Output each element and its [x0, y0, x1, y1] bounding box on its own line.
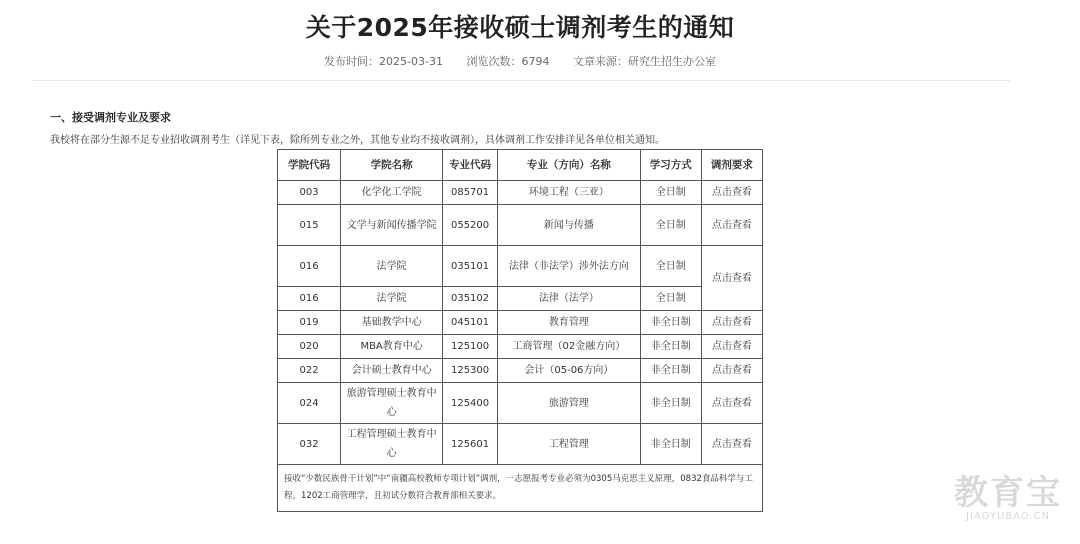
requirements-link[interactable]: 点击查看 — [701, 335, 762, 359]
college-code: 015 — [278, 205, 341, 246]
watermark-main: 教育宝 — [954, 473, 1062, 513]
college-code: 020 — [278, 335, 341, 359]
table-row — [278, 311, 763, 335]
table-row — [278, 287, 763, 311]
table-row — [278, 424, 763, 465]
header-major-name: 专业（方向）名称 — [498, 150, 641, 181]
requirements-link[interactable]: 点击查看 — [701, 359, 762, 383]
requirements-link[interactable]: 点击查看 — [701, 246, 762, 311]
major-code: 055200 — [443, 205, 498, 246]
requirements-link[interactable]: 点击查看 — [701, 181, 762, 205]
section-intro: 我校将在部分生源不足专业招收调剂考生（详见下表，除所列专业之外，其他专业均不接收调剂），具体调剂工作安排详见各单位相关通知。 — [50, 135, 665, 146]
major-code: 085701 — [443, 181, 498, 205]
major-name: 教育管理 — [498, 311, 641, 335]
major-code: 035101 — [443, 246, 498, 287]
watermark-sub: JIAOYUBAO.CN — [966, 511, 1050, 522]
header-major-code: 专业代码 — [443, 150, 498, 181]
college-code: 022 — [278, 359, 341, 383]
study-mode: 非全日制 — [640, 335, 701, 359]
table-header-row — [278, 150, 763, 181]
college-code: 003 — [278, 181, 341, 205]
major-name: 环境工程（三亚） — [498, 181, 641, 205]
requirements-link[interactable]: 点击查看 — [701, 383, 762, 424]
major-code: 125300 — [443, 359, 498, 383]
requirements-link[interactable]: 点击查看 — [701, 311, 762, 335]
divider — [32, 80, 1010, 81]
table-row — [278, 205, 763, 246]
college-code: 032 — [278, 424, 341, 465]
major-code: 045101 — [443, 311, 498, 335]
major-name: 会计（05-06方向） — [498, 359, 641, 383]
header-study-mode: 学习方式 — [640, 150, 701, 181]
table-row — [278, 383, 763, 424]
header-college-name: 学院名称 — [341, 150, 443, 181]
study-mode: 非全日制 — [640, 359, 701, 383]
college-name: 基础教学中心 — [341, 311, 443, 335]
college-code: 016 — [278, 246, 341, 287]
college-name: 会计硕士教育中心 — [341, 359, 443, 383]
table-row — [278, 246, 763, 287]
study-mode: 非全日制 — [640, 424, 701, 465]
study-mode: 非全日制 — [640, 383, 701, 424]
college-code: 016 — [278, 287, 341, 311]
requirements-link[interactable]: 点击查看 — [701, 424, 762, 465]
watermark-logo — [954, 475, 1062, 522]
study-mode: 全日制 — [640, 246, 701, 287]
adjustment-table — [277, 149, 763, 512]
major-name: 新闻与传播 — [498, 205, 641, 246]
article-meta — [0, 53, 1040, 69]
study-mode: 非全日制 — [640, 311, 701, 335]
requirements-link[interactable]: 点击查看 — [701, 205, 762, 246]
study-mode: 全日制 — [640, 205, 701, 246]
college-name: 旅游管理硕士教育中心 — [341, 383, 443, 424]
header-requirements: 调剂要求 — [701, 150, 762, 181]
college-code: 019 — [278, 311, 341, 335]
major-code: 125601 — [443, 424, 498, 465]
major-name: 法律（非法学）涉外法方向 — [498, 246, 641, 287]
college-code: 024 — [278, 383, 341, 424]
study-mode: 全日制 — [640, 181, 701, 205]
major-code: 035102 — [443, 287, 498, 311]
college-name: 法学院 — [341, 287, 443, 311]
major-code: 125100 — [443, 335, 498, 359]
college-name: 工程管理硕士教育中心 — [341, 424, 443, 465]
section-heading: 一、接受调剂专业及要求 — [50, 111, 171, 124]
major-name: 工程管理 — [498, 424, 641, 465]
table-note-row — [278, 465, 763, 512]
table-row — [278, 359, 763, 383]
major-name: 旅游管理 — [498, 383, 641, 424]
table-row — [278, 181, 763, 205]
table-row — [278, 335, 763, 359]
study-mode: 全日制 — [640, 287, 701, 311]
page-title: 关于2025年接收硕士调剂考生的通知 — [305, 13, 735, 42]
college-name: 化学化工学院 — [341, 181, 443, 205]
publish-time: 发布时间：2025-03-31 — [324, 55, 443, 68]
major-name: 法律（法学） — [498, 287, 641, 311]
header-college-code: 学院代码 — [278, 150, 341, 181]
table-note: 接收“少数民族骨干计划”中“南疆高校教师专项计划”调剂，一志愿报考专业必须为0305马克思主义原理，0832食品科学与工程，1202工商管理学，且初试分数符合教育部相关要求。 — [278, 465, 763, 512]
major-code: 125400 — [443, 383, 498, 424]
college-name: 文学与新闻传播学院 — [341, 205, 443, 246]
view-count: 浏览次数：6794 — [466, 55, 550, 68]
college-name: MBA教育中心 — [341, 335, 443, 359]
major-name: 工商管理（02金融方向） — [498, 335, 641, 359]
college-name: 法学院 — [341, 246, 443, 287]
article-source: 文章来源：研究生招生办公室 — [572, 55, 716, 68]
